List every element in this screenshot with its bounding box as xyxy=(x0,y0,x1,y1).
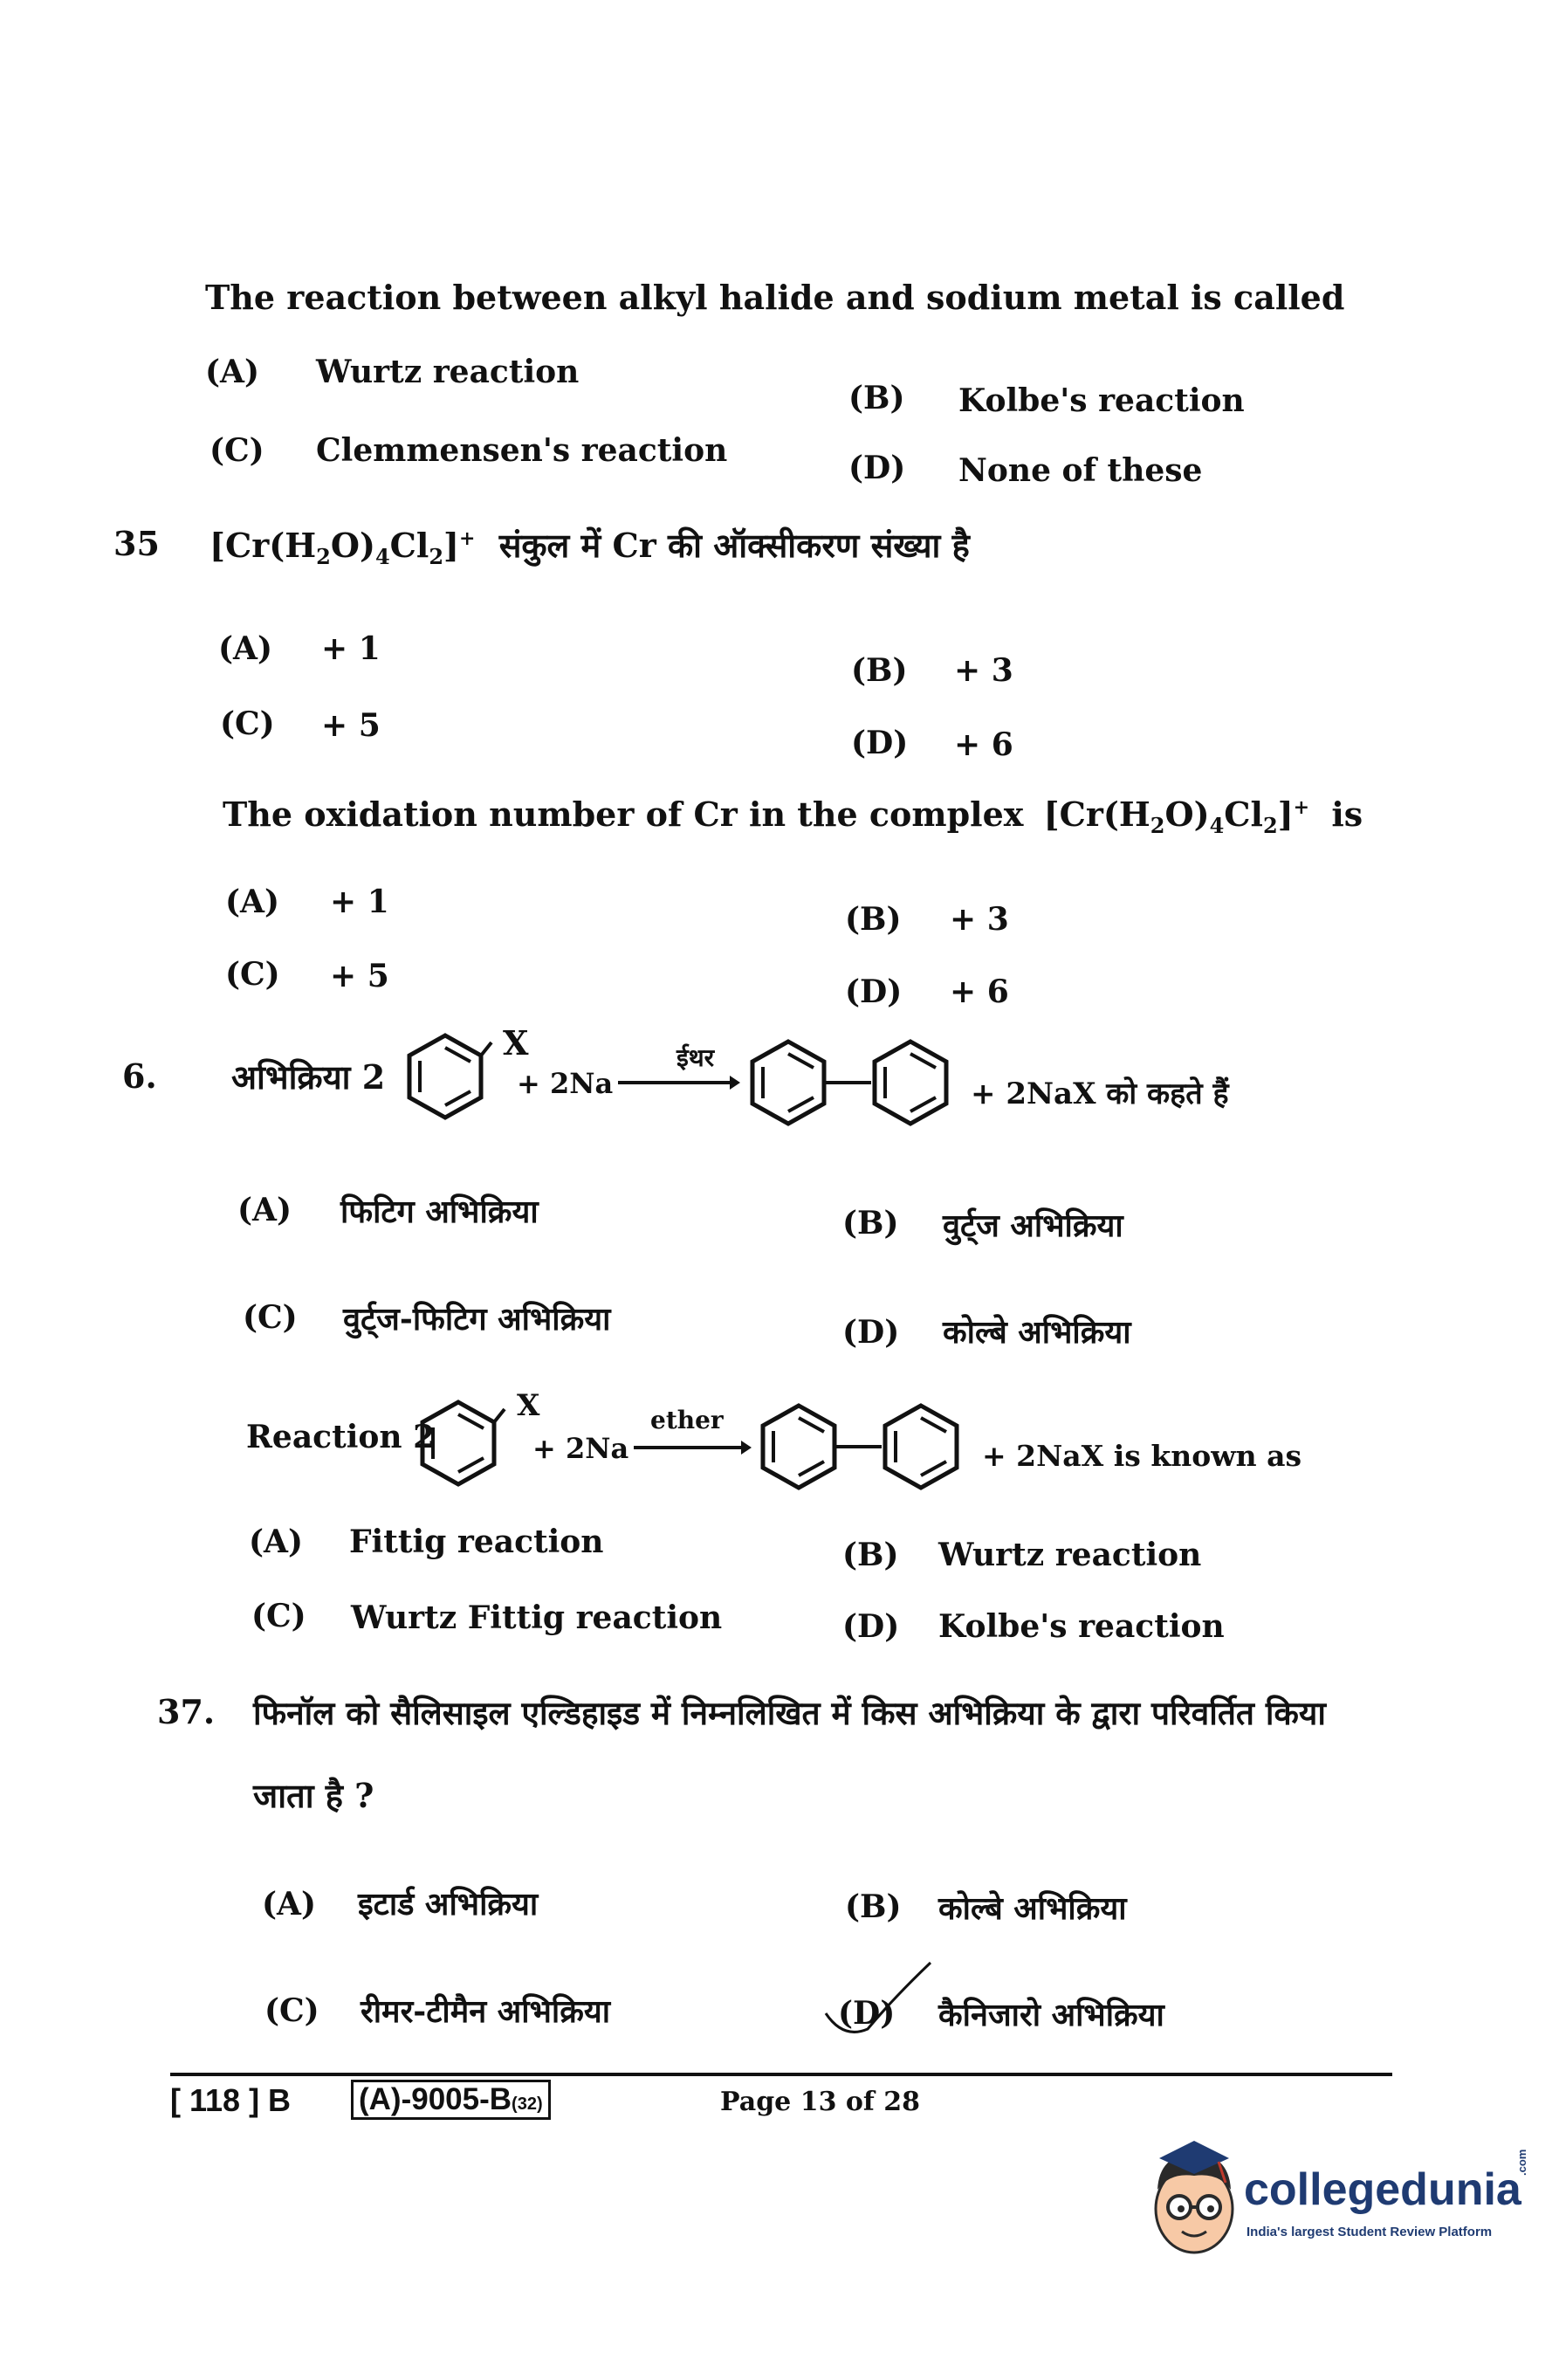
q34-opt-b-text: Kolbe's reaction xyxy=(958,382,1245,419)
q36-hi-prefix: अभिक्रिया 2 xyxy=(231,1057,386,1097)
q36-en-opt-c-text: Wurtz Fittig reaction xyxy=(351,1599,723,1636)
q35-question-en-start: The oxidation number of Cr in the complex xyxy=(223,794,1024,834)
q36-hi-arrow-label: ईथर xyxy=(676,1043,715,1072)
logo-tagline: India's largest Student Review Platform xyxy=(1247,2225,1493,2239)
footer-page-number: Page 13 of 28 xyxy=(720,2087,920,2117)
q37-opt-b-letter: (B) xyxy=(845,1888,902,1925)
q34-opt-d-letter: (D) xyxy=(848,450,906,486)
benzene-halide-icon xyxy=(397,1028,493,1125)
q37-number: 37. xyxy=(157,1692,216,1731)
q35-hi-opt-d-letter: (D) xyxy=(851,725,909,761)
formula-sub: 2 xyxy=(316,544,331,569)
q35-en-opt-d-letter: (D) xyxy=(845,973,903,1010)
check-mark-icon xyxy=(821,1956,934,2043)
q35-en-opt-c-letter: (C) xyxy=(225,956,280,993)
q36-hi-x: X xyxy=(503,1023,529,1063)
formula-charge: + xyxy=(459,527,476,550)
q37-opt-a-letter: (A) xyxy=(262,1886,316,1923)
q36-en-arrow-label: ether xyxy=(650,1406,724,1434)
biphenyl-icon xyxy=(740,1035,967,1131)
q34-opt-c-letter: (C) xyxy=(209,432,264,469)
q35-hi-opt-a-text: + 1 xyxy=(321,630,381,667)
q36-en-prefix: Reaction 2 xyxy=(246,1419,436,1455)
q36-hi-plus-na: + 2Na xyxy=(517,1067,614,1100)
q35-hi-opt-d-text: + 6 xyxy=(954,726,1013,763)
q34-opt-d-text: None of these xyxy=(958,452,1203,489)
formula-part: [Cr(H xyxy=(1043,794,1150,834)
q36-hi-opt-c-text: वुर्ट्ज-फिटिग अभिक्रिया xyxy=(343,1301,611,1338)
formula-part: Cl xyxy=(389,526,429,565)
formula-sub: 2 xyxy=(1262,813,1278,838)
footer-page-code: [ 118 ] B xyxy=(170,2082,292,2118)
q36-en-x: X xyxy=(517,1388,540,1423)
formula-part: O) xyxy=(330,526,375,565)
footer-code-suffix: (32) xyxy=(512,2095,543,2114)
formula-sub: 4 xyxy=(1209,813,1225,838)
q35-hi-opt-a-letter: (A) xyxy=(218,630,272,667)
q36-hi-opt-a-text: फिटिग अभिक्रिया xyxy=(340,1193,539,1230)
q35-question-hi-rest: संकुल में Cr की ऑक्सीकरण संख्या है xyxy=(498,526,970,565)
q36-en-plus-na: + 2Na xyxy=(532,1432,629,1465)
q35-en-opt-c-text: + 5 xyxy=(330,958,389,994)
q35-en-opt-b-letter: (B) xyxy=(845,901,902,938)
q35-question-hi xyxy=(209,522,970,569)
reaction-arrow-icon xyxy=(634,1437,752,1458)
q36-hi-suffix: + 2NaX को कहते हैं xyxy=(971,1077,1229,1111)
footer-paper-code xyxy=(351,2080,551,2120)
q35-en-opt-a-letter: (A) xyxy=(225,884,279,920)
formula-sub: 2 xyxy=(429,544,444,569)
formula-part: ] xyxy=(1277,794,1294,834)
q35-hi-opt-c-letter: (C) xyxy=(220,705,275,742)
q34-opt-b-letter: (B) xyxy=(848,380,905,416)
q36-number: 6. xyxy=(122,1056,157,1096)
q37-opt-c-text: रीमर-टीमैन अभिक्रिया xyxy=(361,1993,611,2030)
q35-en-opt-b-text: + 3 xyxy=(950,901,1009,938)
q37-opt-c-letter: (C) xyxy=(264,1992,319,2029)
q36-en-suffix: + 2NaX is known as xyxy=(982,1439,1302,1473)
q37-question-line1: फिनॉल को सैलिसाइल एल्डिहाइड में निम्नलिखित में किस अभिक्रिया के द्वारा परिवर्तित किया xyxy=(253,1694,1326,1732)
reaction-arrow-icon xyxy=(618,1072,740,1093)
q36-hi-opt-b-text: वुर्ट्ज अभिक्रिया xyxy=(943,1207,1123,1244)
logo-dotcom: .com xyxy=(1515,2149,1528,2176)
q37-question-line2: जाता है ? xyxy=(253,1776,374,1815)
q34-opt-a-text: Wurtz reaction xyxy=(316,354,580,390)
benzene-halide-icon xyxy=(410,1395,506,1491)
q34-opt-c-text: Clemmensen's reaction xyxy=(316,432,728,469)
q37-opt-a-text: इटार्ड अभिक्रिया xyxy=(358,1886,539,1923)
q36-en-opt-b-letter: (B) xyxy=(842,1537,899,1573)
q35-hi-opt-b-text: + 3 xyxy=(954,652,1013,689)
mascot-icon xyxy=(1142,2129,1247,2260)
q36-hi-opt-d-letter: (D) xyxy=(842,1314,900,1351)
q35-question-en xyxy=(223,794,1363,838)
formula-sub: 4 xyxy=(374,544,390,569)
q36-en-opt-c-letter: (C) xyxy=(251,1598,306,1634)
q36-hi-opt-b-letter: (B) xyxy=(842,1205,899,1242)
q36-hi-opt-a-letter: (A) xyxy=(237,1192,292,1228)
q37-opt-b-text: कोल्बे अभिक्रिया xyxy=(938,1890,1127,1927)
q35-en-opt-a-text: + 1 xyxy=(330,884,389,920)
formula-part: ] xyxy=(443,526,460,565)
footer-rule xyxy=(170,2073,1392,2076)
formula-charge: + xyxy=(1293,796,1310,819)
logo-brand: collegedunia xyxy=(1244,2164,1521,2215)
q35-hi-opt-c-text: + 5 xyxy=(321,707,381,744)
q36-en-opt-a-letter: (A) xyxy=(249,1524,303,1560)
q35-hi-opt-b-letter: (B) xyxy=(851,652,908,689)
q36-en-opt-b-text: Wurtz reaction xyxy=(938,1537,1202,1573)
q35-number: 35 xyxy=(113,524,160,563)
q35-en-opt-d-text: + 6 xyxy=(950,973,1009,1010)
formula-part: Cl xyxy=(1224,794,1263,834)
q35-question-en-end: is xyxy=(1331,794,1363,834)
q36-hi-opt-d-text: कोल्बे अभिक्रिया xyxy=(943,1314,1131,1351)
footer-code-main: (A)-9005-B xyxy=(359,2082,512,2116)
formula-part: O) xyxy=(1164,794,1210,834)
q36-en-opt-d-text: Kolbe's reaction xyxy=(938,1608,1225,1645)
formula-sub: 2 xyxy=(1150,813,1165,838)
formula-part: [Cr(H xyxy=(209,526,317,565)
q36-hi-opt-c-letter: (C) xyxy=(243,1299,298,1336)
q36-en-opt-a-text: Fittig reaction xyxy=(349,1524,604,1560)
q36-en-opt-d-letter: (D) xyxy=(842,1608,900,1645)
q37-opt-d-text: कैनिजारो अभिक्रिया xyxy=(938,1997,1164,2033)
q37-opt-d-letter: (D) xyxy=(838,1995,896,2032)
biphenyl-icon xyxy=(751,1399,978,1495)
q34-opt-a-letter: (A) xyxy=(205,354,259,390)
q34-question-en: The reaction between alkyl halide and sodium metal is called xyxy=(205,278,1345,317)
